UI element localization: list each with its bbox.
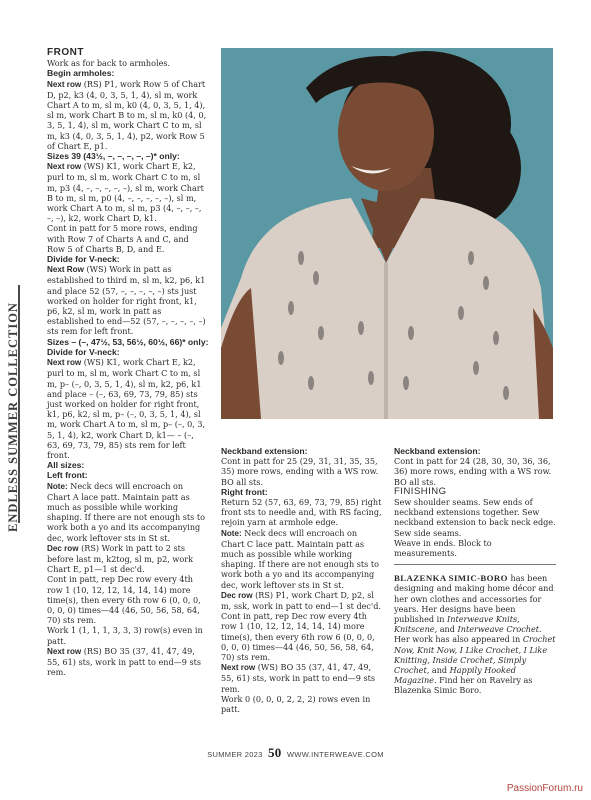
front-title: FRONT [47,47,84,58]
model-photo-illustration [221,48,553,419]
page-number: 50 [268,745,282,760]
column-finishing [394,446,556,696]
issue-label: SUMMER 2023 [207,750,263,759]
instruction-paragraph: Dec row (RS) P1, work Chart D, p2, sl m, ssk, work in patt to end—1 st dec'd. [221,589,381,612]
designer-bio: BLAZENKA SIMIC-BORO has been designing and making home décor and her own clothes and accessories for years. Her designs have been published in Interweave Knits, Knitscene, and Interweave Crochet. Her work has also appeared in Crochet Now, Knit Now, I Like Crochet, I Like Knitting, Inside Crochet, Simply Crochet, and Happily Hooked Magazine. Find her on Ravelry as Blazenka Simic Boro. [394,573,556,696]
instruction-paragraph: Next row (RS) P1, work Row 5 of Chart D, p2, k3 (4, 0, 3, 5, 1, 4), sl m, work Chart A to m, sl m, k0 (4, 0, 3, 5, 1, 4), sl m, work Chart B to m, sl m, k0 (4, 0, 3, 5, 1, 4), sl m, work Chart C to m, sl m, k3 (4, 0, 3, 5, 1, 4), p2, work Row 5 of Chart E, p1. [47,78,207,151]
front-intro: Work as for back to armholes. [47,58,171,69]
instruction-paragraph: Weave in ends. Block to measurements. [394,537,492,559]
page-footer [0,745,591,761]
finishing-title: FINISHING [394,485,447,497]
right-front-heading: Right front: [221,486,268,497]
section-side-label: ENDLESS SUMMER COLLECTION [6,302,20,532]
note-paragraph: Note: Neck decs will encroach on Chart A lace patt. Maintain patt as much as possible while working shaping. If there are not enough sts to work both a yo and its accompanying dec, work leftover sts in St st. [47,480,206,543]
sizes-heading: Sizes – (–, 47½, 53, 56½, 60½, 66)* only: [47,336,209,347]
website-link[interactable]: WWW.INTERWEAVE.COM [287,750,384,759]
instruction-paragraph: Return 52 (57, 63, 69, 73, 79, 85) right front sts to needle and, with RS facing, rejoin yarn at armhole edge. [221,497,382,528]
instruction-paragraph: Cont in patt for 24 (28, 30, 30, 36, 36, 36) more rows, ending with a WS row. [394,456,552,477]
neckband-heading: Neckband extension: [394,446,481,456]
instruction-paragraph: BO all sts. [221,476,264,487]
instruction-paragraph: Next Row (WS) Work in patt as established to third m, sl m, k2, p6, k1 and place 52 (57, –, –, –, –, –) sts just worked on holder for right front, k1, p6, k2, sl m, work in patt as established to end—52 (57, –, –, –, –, –) sts rem for left front. [47,264,206,337]
divide-heading: Divide for V-neck: [47,346,120,357]
sizes-heading: Sizes 39 (43½, –, –, –, –, –)* only: [47,151,180,162]
divider [394,564,556,565]
instruction-paragraph: Cont in patt for 5 more rows, ending with Row 7 of Charts A and C, and Row 5 of Charts B, D, and E. [47,223,198,254]
instruction-paragraph: Cont in patt, rep Dec row every 4th row 1 (10, 12, 12, 14, 14, 14) more time(s), then every 6th row 6 (0, 0, 0, 0, 0, 0) times—44 (46, 50, 56, 58, 64, 70) sts rem. [221,611,375,663]
note-paragraph: Note: Neck decs will encroach on Chart C lace patt. Maintain patt as much as possible while working shaping. If there are not enough sts to work both a yo and its accompanying dec, work leftover sts in St st. [221,527,380,590]
instruction-paragraph: Cont in patt for 25 (29, 31, 31, 35, 35, 35) more rows, ending with a WS row. [221,456,379,477]
instruction-paragraph: Dec row (RS) Work in patt to 2 sts before last m, k2tog, sl m, p2, work Chart E, p1—1 st dec'd. [47,542,193,575]
begin-armholes-heading: Begin armholes: [47,68,115,79]
instruction-paragraph: Next row (WS) BO 35 (37, 41, 47, 49, 55, 61) sts, work in patt to end—9 sts rem. [221,662,376,694]
instruction-paragraph: Next row (RS) BO 35 (37, 41, 47, 49, 55, 61) sts, work in patt to end—9 sts rem. [47,645,202,678]
column-front [47,48,209,677]
left-front-heading: Left front: [47,470,88,481]
instruction-paragraph: Work 0 (0, 0, 0, 2, 2, 2) rows even in patt. [221,693,371,715]
instruction-paragraph: Cont in patt, rep Dec row every 4th row 1 (10, 12, 12, 14, 14, 14) more time(s), then every 6th row 6 (0, 0, 0, 0, 0, 0) times—44 (46, 50, 56, 58, 64, 70) sts rem. [47,574,201,626]
instruction-paragraph: Work 1 (1, 1, 1, 3, 3, 3) row(s) even in patt. [47,625,203,646]
divide-heading: Divide for V-neck: [47,254,120,265]
all-sizes-heading: All sizes: [47,460,85,471]
instruction-paragraph: Sew shoulder seams. Sew ends of neckband extensions together. Sew neckband extension to back neck edge. Sew side seams. [394,497,556,538]
watermark: PassionForum.ru [506,783,583,794]
column-neckband-right-front [221,446,383,714]
instruction-paragraph: BO all sts. [394,476,437,487]
neckband-heading: Neckband extension: [221,446,308,456]
model-photo [221,48,553,419]
instruction-paragraph: Next row (WS) K1, work Chart E, k2, purl to m, sl m, work Chart C to m, sl m, p– (–, 0, 3, 5, 1, 4), sl m, k2, p6, k1 and place – (–, 63, 69, 73, 79, 85) sts just worked on holder for right front, k1, p6, k2, sl m, p– (–, 0, 3, 5, 1, 4), sl m, work Chart A to m, sl m, p– (–, 0, 3, 5, 1, 4), k2, work Chart D, k1— – (–, 63, 69, 73, 79, 85) sts rem for left front. [47,357,206,460]
instruction-paragraph: Next row (WS) K1, work Chart E, k2, purl to m, sl m, work Chart C to m, sl m, p3 (4, –, –, –, –, –), sl m, work Chart B to m, sl m, p0 (4, –, –, –, –, –), sl m, work Chart A to m, sl m, p3 (4, –, –, –, –, –), k2, work Chart D, k1. [47,161,204,224]
